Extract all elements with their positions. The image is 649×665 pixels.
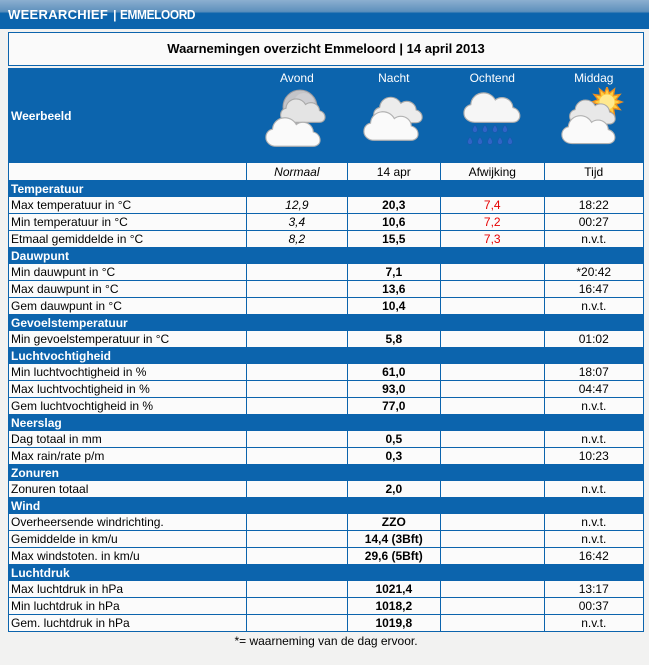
cell-tijd: 00:37 [544,598,644,615]
cell-label: Max temperatuur in °C [9,197,247,214]
section-title: Neerslag [9,415,644,431]
section-title: Wind [9,498,644,514]
section-header-row [9,181,644,197]
cell-tijd: 00:27 [544,214,644,231]
sun-clouds-icon [547,87,642,154]
section-title: Luchtvochtigheid [9,348,644,364]
cell-dag: 77,0 [347,398,440,415]
cell-tijd: n.v.t. [544,514,644,531]
cell-normaal [247,398,347,415]
site-brand: WEERARCHIEF [8,7,109,22]
cell-dag: 1019,8 [347,615,440,632]
weerbeeld-col-middag [544,69,644,163]
cell-label: Min dauwpunt in °C [9,264,247,281]
cell-label: Max luchtdruk in hPa [9,581,247,598]
cell-normaal [247,364,347,381]
cell-afwijking [441,615,544,632]
cell-afwijking [441,331,544,348]
cell-normaal [247,598,347,615]
cell-afwijking [441,548,544,565]
cell-label: Gem. luchtdruk in hPa [9,615,247,632]
cell-tijd: 18:22 [544,197,644,214]
section-header-row [9,465,644,481]
cell-afwijking: 7,4 [441,197,544,214]
cell-label: Max rain/rate p/m [9,448,247,465]
cell-dag: 14,4 (3Bft) [347,531,440,548]
cell-afwijking [441,431,544,448]
section-header-row [9,348,644,364]
cell-label: Gem dauwpunt in °C [9,298,247,315]
cell-label: Min luchtvochtigheid in % [9,364,247,381]
weerbeeld-col-avond [247,69,347,163]
section-title: Gevoelstemperatuur [9,315,644,331]
cell-tijd: n.v.t. [544,615,644,632]
cell-afwijking [441,598,544,615]
cell-tijd: 04:47 [544,381,644,398]
cell-normaal [247,514,347,531]
cell-tijd: 16:47 [544,281,644,298]
cell-dag: 10,6 [347,214,440,231]
clouds-icon [350,87,438,154]
footnote: *= waarneming van de dag ervoor. [234,634,418,648]
cell-tijd: n.v.t. [544,431,644,448]
cell-tijd: n.v.t. [544,398,644,415]
cell-label: Max luchtvochtigheid in % [9,381,247,398]
cell-tijd: 01:02 [544,331,644,348]
cell-afwijking: 7,2 [441,214,544,231]
rain-clouds-icon [443,87,541,154]
cell-dag: 2,0 [347,481,440,498]
table-row [9,481,644,498]
cell-tijd: n.v.t. [544,481,644,498]
cell-label: Max dauwpunt in °C [9,281,247,298]
page-title: Waarnemingen overzicht Emmeloord | 14 april 2013 [8,32,644,66]
cell-label: Gemiddelde in km/u [9,531,247,548]
weerbeeld-label: Weerbeeld [9,69,247,163]
weerbeeld-col-nacht [347,69,440,163]
column-header-nacht: Nacht [378,71,410,85]
observations-table [8,68,644,632]
table-row [9,214,644,231]
cell-label: Max windstoten. in km/u [9,548,247,565]
cell-afwijking [441,481,544,498]
column-header-middag: Middag [574,71,614,85]
cell-afwijking [441,398,544,415]
table-row [9,197,644,214]
cell-dag: 61,0 [347,364,440,381]
weerbeeld-row [9,69,644,163]
weerbeeld-col-ochtend [441,69,544,163]
cell-dag: 15,5 [347,231,440,248]
subheader-dag: 14 apr [347,163,440,181]
section-title: Zonuren [9,465,644,481]
cell-dag: 13,6 [347,281,440,298]
cell-normaal [247,431,347,448]
table-row [9,448,644,465]
cell-normaal [247,281,347,298]
table-row [9,398,644,415]
cell-normaal [247,615,347,632]
cell-tijd: 16:42 [544,548,644,565]
cell-normaal [247,481,347,498]
cell-normaal [247,264,347,281]
cell-dag: 29,6 (5Bft) [347,548,440,565]
cell-dag: 0,3 [347,448,440,465]
observations-table-body [9,69,644,632]
table-row [9,281,644,298]
subheader-afwijking: Afwijking [441,163,544,181]
site-header-bar [0,0,649,29]
cell-label: Min temperatuur in °C [9,214,247,231]
section-header-row [9,315,644,331]
content-area [8,32,644,648]
cell-normaal [247,448,347,465]
section-header-row [9,415,644,431]
cell-dag: 10,4 [347,298,440,315]
table-row [9,598,644,615]
table-row [9,431,644,448]
cell-afwijking [441,281,544,298]
cell-tijd: n.v.t. [544,298,644,315]
cell-normaal [247,381,347,398]
section-header-row [9,565,644,581]
site-brand-separator: | [113,8,117,22]
cell-tijd: *20:42 [544,264,644,281]
cell-normaal [247,331,347,348]
cell-dag: 5,8 [347,331,440,348]
cell-label: Min gevoelstemperatuur in °C [9,331,247,348]
cell-normaal: 8,2 [247,231,347,248]
site-location: EMMELOORD [120,8,196,22]
cell-dag: ZZO [347,514,440,531]
cell-afwijking [441,514,544,531]
cell-afwijking [441,264,544,281]
subheader-empty [9,163,247,181]
table-row [9,331,644,348]
cell-afwijking [441,581,544,598]
cell-dag: 20,3 [347,197,440,214]
table-row [9,531,644,548]
cell-label: Etmaal gemiddelde in °C [9,231,247,248]
cell-afwijking [441,531,544,548]
cell-label: Dag totaal in mm [9,431,247,448]
table-row [9,264,644,281]
table-row [9,381,644,398]
cell-dag: 0,5 [347,431,440,448]
table-row [9,615,644,632]
column-header-avond: Avond [279,71,314,85]
section-title: Luchtdruk [9,565,644,581]
cell-tijd: 10:23 [544,448,644,465]
table-row [9,548,644,565]
column-header-ochtend: Ochtend [469,71,515,85]
cell-dag: 1018,2 [347,598,440,615]
cell-dag: 7,1 [347,264,440,281]
cell-afwijking [441,364,544,381]
cell-tijd: n.v.t. [544,531,644,548]
cell-dag: 1021,4 [347,581,440,598]
cell-tijd: n.v.t. [544,231,644,248]
subheader-normaal: Normaal [247,163,347,181]
subheader-tijd: Tijd [544,163,644,181]
cell-tijd: 13:17 [544,581,644,598]
section-header-row [9,248,644,264]
cell-normaal [247,581,347,598]
cell-afwijking [441,381,544,398]
cell-tijd: 18:07 [544,364,644,381]
cell-normaal: 12,9 [247,197,347,214]
cell-normaal [247,531,347,548]
moon-clouds-icon [249,87,344,154]
table-row [9,514,644,531]
cell-dag: 93,0 [347,381,440,398]
cell-normaal: 3,4 [247,214,347,231]
cell-normaal [247,298,347,315]
cell-normaal [247,548,347,565]
cell-label: Gem luchtvochtigheid in % [9,398,247,415]
table-row [9,298,644,315]
cell-label: Min luchtdruk in hPa [9,598,247,615]
table-row [9,231,644,248]
cell-afwijking [441,298,544,315]
section-header-row [9,498,644,514]
section-title: Temperatuur [9,181,644,197]
cell-label: Zonuren totaal [9,481,247,498]
table-row [9,581,644,598]
cell-label: Overheersende windrichting. [9,514,247,531]
subheader-row [9,163,644,181]
cell-afwijking [441,448,544,465]
table-row [9,364,644,381]
section-title: Dauwpunt [9,248,644,264]
cell-afwijking: 7,3 [441,231,544,248]
